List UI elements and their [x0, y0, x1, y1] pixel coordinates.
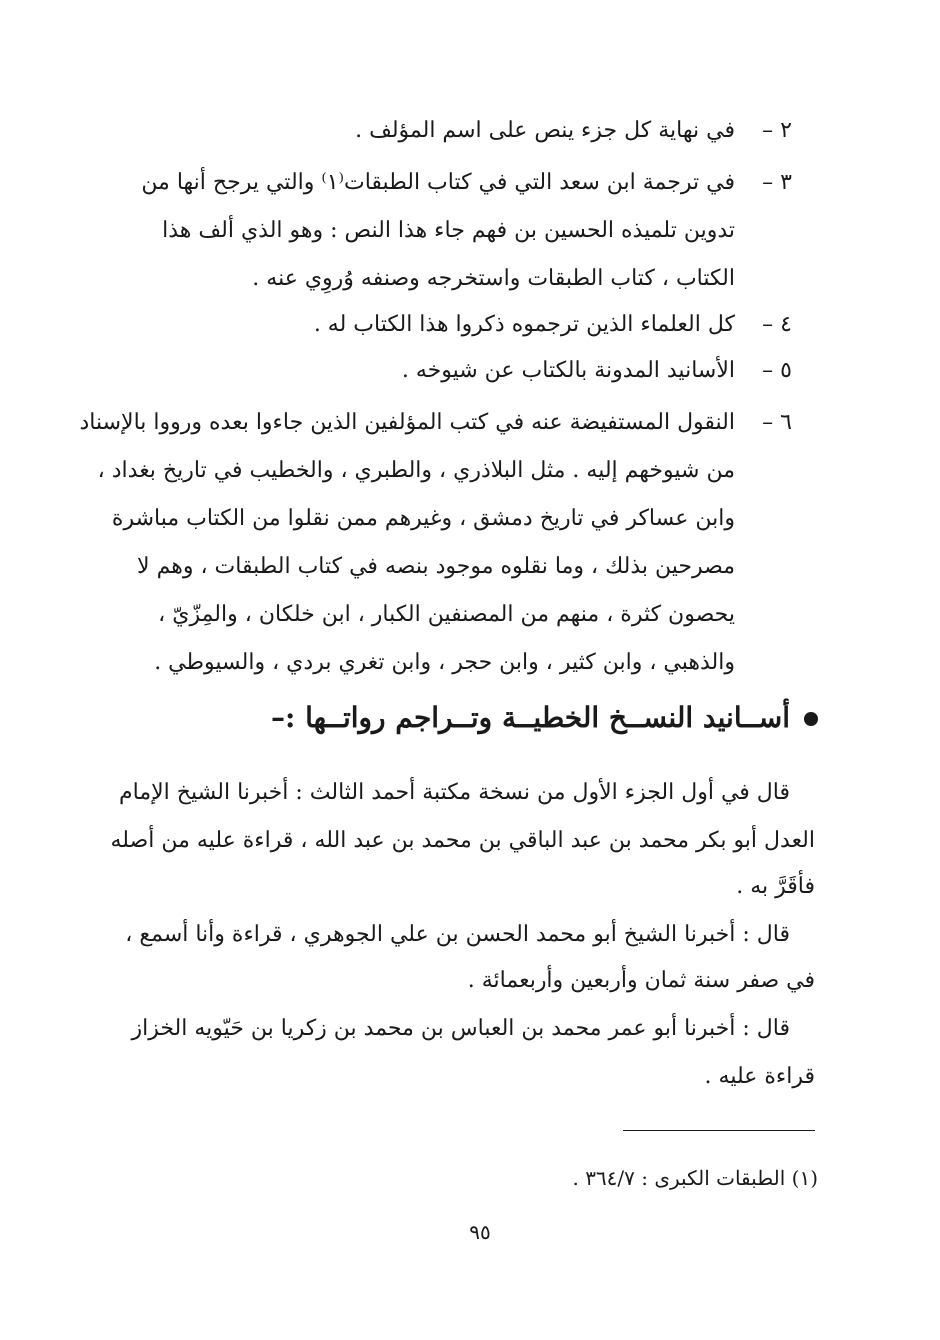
list-item-line: وابن عساكر في تاريخ دمشق ، وغيرهم ممن نقلوا من الكتاب مباشرة	[111, 506, 735, 531]
paragraph-line: قراءة عليه .	[704, 1064, 815, 1089]
paragraph-line: في صفر سنة ثمان وأربعين وأربعمائة .	[467, 968, 815, 993]
list-item-line: كل العلماء الذين ترجموه ذكروا هذا الكتاب له .	[313, 312, 735, 337]
paragraph-line: العدل أبو بكر محمد بن عبد الباقي بن محمد بن عبد الله ، قراءة عليه من أصله	[110, 828, 815, 853]
section-heading: أســانيد النســخ الخطيــة وتــراجم رواتــها :–	[271, 701, 790, 734]
list-item-line: الكتاب ، كتاب الطبقات واستخرجه وصنفه وُروِي عنه .	[252, 266, 735, 291]
list-item-line: في نهاية كل جزء ينص على اسم المؤلف .	[355, 118, 735, 143]
list-item-line: تدوين تلميذه الحسين بن فهم جاء هذا النص : وهو الذي ألف هذا	[162, 218, 735, 243]
footnote: (١) الطبقات الكبرى : ٣٦٤/٧ .	[572, 1166, 818, 1190]
list-item-line: يحصون كثرة ، منهم من المصنفين الكبار ، ابن خلكان ، والمِزّيّ ،	[158, 602, 735, 627]
list-number: ٢ –	[762, 118, 792, 143]
paragraph-line: فأقَرَّ به .	[736, 874, 815, 899]
list-number: ٣ –	[762, 170, 792, 195]
list-item-line: والذهبي ، وابن كثير ، وابن حجر ، وابن تغري بردي ، والسيوطي .	[154, 650, 735, 675]
list-number: ٤ –	[762, 312, 792, 337]
list-item-line: من شيوخهم إليه . مثل البلاذري ، والطبري ، والخطيب في تاريخ بغداد ،	[97, 458, 735, 483]
list-item-line: في ترجمة ابن سعد التي في كتاب الطبقات⁽١⁾ والتي يرجح أنها من	[141, 170, 735, 195]
list-number: ٥ –	[762, 358, 792, 383]
footnote-separator	[623, 1130, 815, 1131]
list-item-line: النقول المستفيضة عنه في كتب المؤلفين الذين جاءوا بعده ورووا بالإسناد	[79, 410, 735, 435]
paragraph-line: قال في أول الجزء الأول من نسخة مكتبة أحمد الثالث : أخبرنا الشيخ الإمام	[119, 780, 790, 805]
list-item-line: مصرحين بذلك ، وما نقلوه موجود بنصه في كتاب الطبقات ، وهم لا	[137, 554, 735, 579]
list-item-line: الأسانيد المدونة بالكتاب عن شيوخه .	[401, 358, 735, 383]
list-number: ٦ –	[762, 410, 792, 435]
heading-bullet-icon	[804, 712, 818, 726]
paragraph-line: قال : أخبرنا الشيخ أبو محمد الحسن بن علي الجوهري ، قراءة وأنا أسمع ،	[125, 922, 790, 947]
paragraph-line: قال : أخبرنا أبو عمر محمد بن العباس بن محمد بن زكريا بن حَيّويه الخزاز	[131, 1016, 790, 1041]
page-number: ٩٥	[469, 1220, 491, 1244]
